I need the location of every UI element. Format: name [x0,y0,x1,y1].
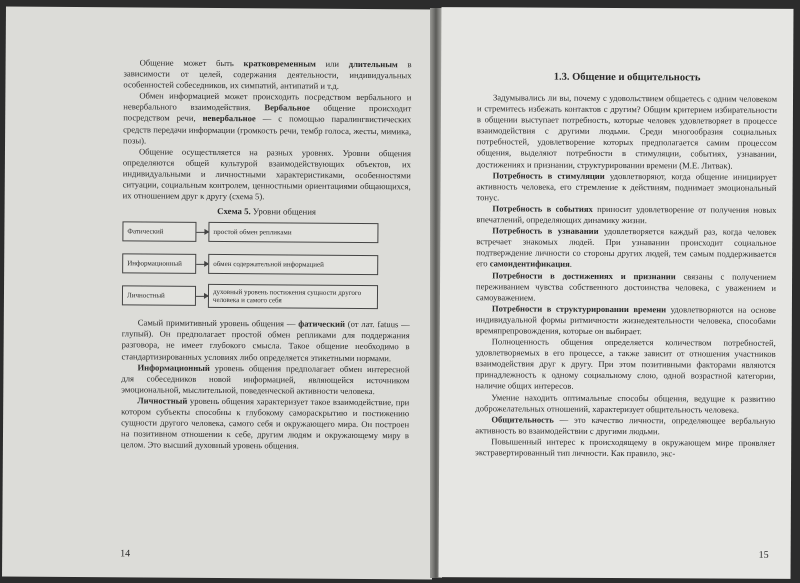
paragraph-verbal: Обмен информацией может происходить посредством вербального и невербального взаимодействия. Вербальное общение происходит посредством речи, невербальное — с помощью паралингвистических средств передачи информации (громкость речи, тембр голоса, жесты, мимика, позы). [123,90,412,146]
scheme-level-phatic: Фатический [122,222,196,243]
scheme-desc-personal: духовный уровень постижения сущности другого человека и самого себя [208,284,378,309]
scheme-diagram [122,222,411,314]
paragraph-levels: Общение осуществляется на разных уровнях. Уровни общения определяются общей культурой взаимодействующих объектов, их индивидуальными и личностными характеристиками, особенностями ситуации, социальным контролем, ценностными ориентациями общающихся, их отношением друг к другу (схема 5). [122,146,412,202]
scheme-level-personal: Личностный [122,286,196,307]
paragraph-recognition: Потребность в узнавании удовлетворяется каждый раз, когда человек встречает знакомых людей. При узнавании происходит социальное подтверждение личности со стороны других людей, тем самым поддерживается его самоидентификация. [476,225,777,270]
right-page [439,7,794,579]
paragraph-intro: Задумывались ли вы, почему с удовольствием общаетесь с одним человеком и стремитесь избежать контактов с другим? Общим критерием избирательности в общении выступает потребность, которые человек удовлетворяет в процессе взаимодействия с другими людьми. Среди многообразия социальных потребностей, удовлетворение которых предполагается самим процессом общения, выделяют потребности в стимуляции, событиях, узнавании, достижениях и признании, структурировании времени (М.Е. Литвак). [476,92,778,171]
paragraph-achievement: Потребности в достижениях и признании связаны с получением переживанием чувства собственного достоинства человека, с уважением и самоуважением. [475,269,777,303]
paragraph-time: Потребности в структурировании времени удовлетворяются на основе индивидуальной формы ритмичности жизнедеятельности человека, способами времяпрепровождения, которые он выбирает. [475,303,776,337]
paragraph-duration: Общение может быть кратковременным или длительным в зависимости от целей, содержания деятельности, индивидуальных особенностей собеседников, их симпатий, антипатий и т.д. [123,57,412,92]
scheme-level-informational: Информационный [122,254,196,275]
scheme-desc-informational: обмен содержательной информацией [208,254,378,275]
page-number-left: 14 [120,548,131,560]
left-page [2,7,436,580]
paragraph-informational: Информационный уровень общения предполагает обмен интересной для собеседников новой информацией, являющейся источником эмоциональной, мыслительной, поведенческой активности человека. [121,362,410,396]
section-heading: 1.3. Общение и общительность [553,71,701,84]
paragraph-sociability: Общительность — это качество личности, определяющее вербальную активность во взаимодействии с другими людьми. [475,414,776,437]
paragraph-extravert: Повышенный интерес к происходящему в окружающем мире проявляет экстравертированный тип личности. Как правило, экс- [475,436,776,459]
paragraph-phatic: Самый примитивный уровень общения — фатический (от лат. fatuus — глупый). Он предполагает простой обмен репликами для поддержания разговора, не имеет глубокого смысла. Такое общение необходимо в стандартизированных условиях либо определяется этикетными нормами. [121,317,410,363]
paragraph-completeness: Полноценность общения определяется количеством потребностей, удовлетворяемых в его процессе, а также зависит от отношения участников взаимодействия друг к другу. При этом позитивными факторами являются принадлежность к одному социальному слою, одной возрастной категории, наличие общих интересов. [475,336,776,392]
paragraph-stimulation: Потребность в стимуляции удовлетворяют, когда общение инициирует активность человека, его стремление к действиям, поднимает эмоциональный тонус. [476,170,777,203]
paragraph-skill: Умение находить оптимальные способы общения, ведущие к развитию доброжелательных отношений, характеризует общительность человека. [475,391,776,415]
scheme-caption: Схема 5. Уровни общения [217,206,317,217]
scheme-arrow [196,296,208,297]
scheme-arrow [196,264,208,265]
scheme-desc-phatic: простой обмен репликами [208,222,378,243]
paragraph-personal: Личностный уровень общения характеризует такое взаимодействие, при котором субъекты способны к глубокому самораскрытию и постижению сущности другого человека, самого себя и окружающего мира. Он построен на позитивном отношении к себе, другим людям и окружающему миру в целом. Это высший духовный уровень общения. [120,395,410,451]
page-number-right: 15 [758,549,769,561]
scheme-arrow [196,232,208,233]
paragraph-events: Потребность в событиях приносит удовлетворение от получения новых впечатлений, определяющих динамику жизни. [476,203,777,226]
